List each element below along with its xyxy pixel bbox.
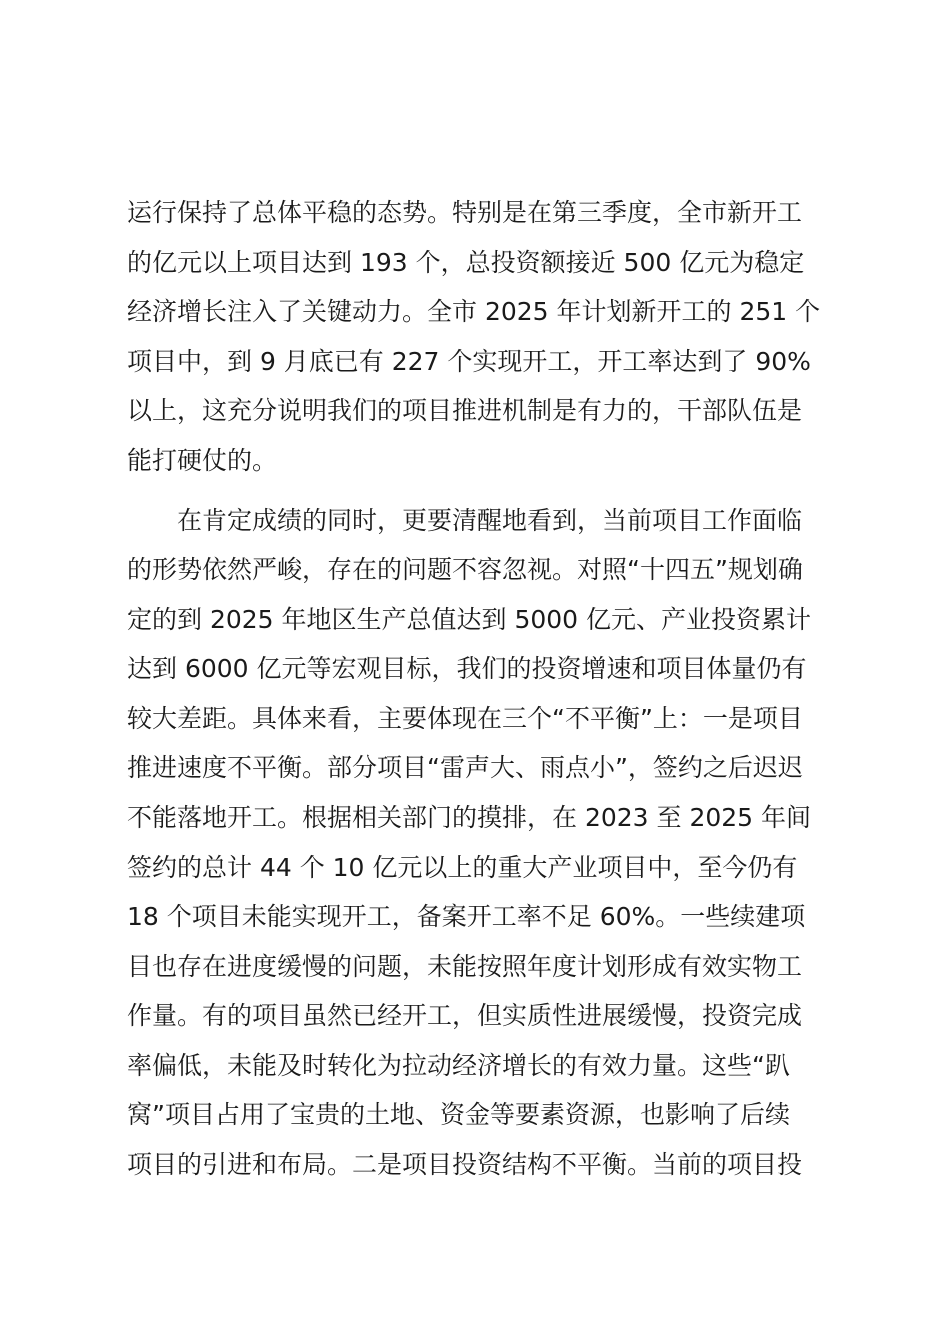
paragraph-line: 率偏低，未能及时转化为拉动经济增长的有效力量。这些“趴 <box>127 1051 790 1080</box>
paragraph-line: 的形势依然严峻，存在的问题不容忽视。对照“十四五”规划确 <box>127 555 803 584</box>
paragraph-line: 能打硬仗的。 <box>127 446 278 475</box>
paragraph-line: 以上，这充分说明我们的项目推进机制是有力的，干部队伍是 <box>127 396 803 425</box>
paragraph-line: 运行保持了总体平稳的态势。特别是在第三季度，全市新开工 <box>127 198 803 227</box>
paragraph-line: 作量。有的项目虽然已经开工，但实质性进展缓慢，投资完成 <box>127 1001 803 1030</box>
paragraph-line: 签约的总计 44 个 10 亿元以上的重大产业项目中，至今仍有 <box>127 853 798 882</box>
paragraph-line: 项目中，到 9 月底已有 227 个实现开工，开工率达到了 90% <box>127 347 811 376</box>
paragraph-line: 定的到 2025 年地区生产总值达到 5000 亿元、产业投资累计 <box>127 605 812 634</box>
paragraph-line: 18 个项目未能实现开工，备案开工率不足 60%。一些续建项 <box>127 902 806 931</box>
paragraph-line: 目也存在进度缓慢的问题，未能按照年度计划形成有效实物工 <box>127 952 803 981</box>
paragraph-line: 经济增长注入了关键动力。全市 2025 年计划新开工的 251 个 <box>127 297 821 326</box>
paragraph-line: 推进速度不平衡。部分项目“雷声大、雨点小”，签约之后迟迟 <box>127 753 803 782</box>
paragraph-line: 的亿元以上项目达到 193 个，总投资额接近 500 亿元为稳定 <box>127 248 805 277</box>
paragraph-line: 项目的引进和布局。二是项目投资结构不平衡。当前的项目投 <box>127 1150 803 1179</box>
paragraph-line: 窝”项目占用了宝贵的土地、资金等要素资源，也影响了后续 <box>127 1100 790 1129</box>
paragraph-line: 不能落地开工。根据相关部门的摸排，在 2023 至 2025 年间 <box>127 803 812 832</box>
paragraph-line: 较大差距。具体来看，主要体现在三个“不平衡”上：一是项目 <box>127 704 803 733</box>
paragraph-first-line: 在肯定成绩的同时，更要清醒地看到，当前项目工作面临 <box>177 506 803 535</box>
paragraph-line: 达到 6000 亿元等宏观目标，我们的投资增速和项目体量仍有 <box>127 654 807 683</box>
